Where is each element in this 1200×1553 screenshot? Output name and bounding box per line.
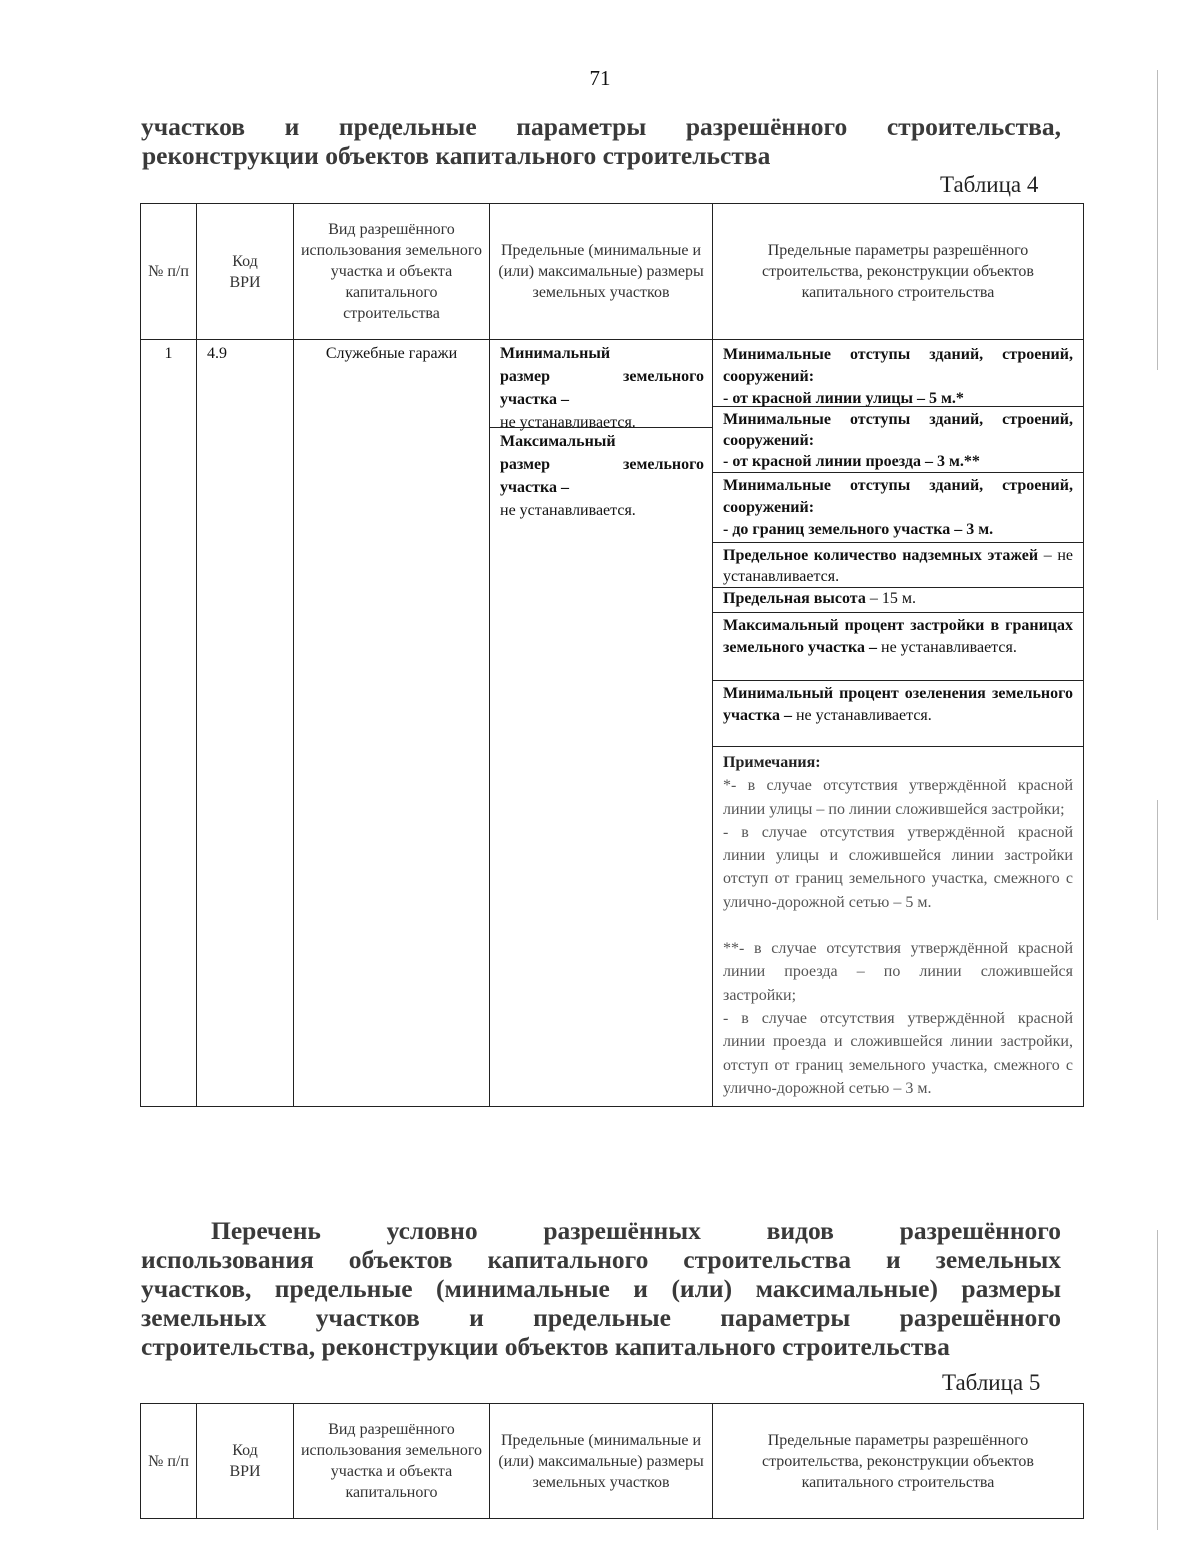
param-item: Минимальные отступы зданий, строений, сооружений: - до границ земельного участка – 3 м. xyxy=(713,473,1083,543)
param-item: Минимальные отступы зданий, строений, сооружений: - от красной линии проезда – 3 м.** xyxy=(713,407,1083,473)
heading-line: участков и предельные параметры разрешённого строительства, xyxy=(141,112,1061,141)
max-size-block xyxy=(490,428,712,524)
table-row xyxy=(141,340,1084,1107)
heading-line: использования объектов капитального строительства и земельных xyxy=(141,1245,1061,1274)
section-heading-2 xyxy=(141,1216,1061,1361)
parameters-table-4 xyxy=(140,203,1084,1107)
section-heading-1 xyxy=(141,112,1061,170)
heading-line: Перечень условно разрешённых видов разрешённого xyxy=(211,1216,1061,1245)
param-item: Минимальный процент озеленения земельного участка – не устанавливается. xyxy=(713,681,1083,747)
header-sizes: Предельные (минимальные и (или) максимальные) размеры земельных участков xyxy=(490,1404,713,1519)
header-use: Вид разрешённого использования земельного участка и объекта капитального строительства xyxy=(294,204,490,340)
heading-line: строительства, реконструкции объектов капитального строительства xyxy=(141,1332,950,1361)
row-params xyxy=(713,340,1084,1107)
row-use: Служебные гаражи xyxy=(294,340,490,1107)
note-paragraph: - в случае отсутствия утверждённой красной линии проезда и сложившейся линии застройки, отступ от границ земельного участка, смежного с улично-дорожной сетью – 3 м. xyxy=(723,1009,1073,1097)
min-size-block xyxy=(490,340,712,431)
min-size-title: участка – xyxy=(500,391,569,408)
max-size-title: Максимальный xyxy=(500,433,616,450)
row-code: 4.9 xyxy=(197,340,294,1107)
note-paragraph: **- в случае отсутствия утверждённой красной линии проезда – по линии сложившейся застройки; xyxy=(723,940,1073,1004)
page-number: 71 xyxy=(589,66,611,90)
param-item: Предельное количество надземных этажей – не устанавливается. xyxy=(713,543,1083,588)
notes-title: Примечания: xyxy=(723,754,821,771)
table-caption: Таблица 5 xyxy=(942,1370,1041,1395)
max-size-title: размер земельного xyxy=(500,456,704,473)
min-size-value: не устанавливается. xyxy=(500,414,636,431)
scan-edge-mark xyxy=(1157,800,1158,920)
param-item: Максимальный процент застройки в границах земельного участка – не устанавливается. xyxy=(713,613,1083,681)
note-paragraph: *- в случае отсутствия утверждённой красной линии улицы – по линии сложившейся застройки; xyxy=(723,777,1073,818)
row-sizes xyxy=(490,340,713,1107)
table-header-row xyxy=(141,204,1084,340)
min-size-title: Минимальный xyxy=(500,345,611,362)
header-sizes: Предельные (минимальные и (или) максимальные) размеры земельных участков xyxy=(490,204,713,340)
max-size-title: участка – xyxy=(500,479,569,496)
header-num: № п/п xyxy=(141,204,197,340)
table-header-row xyxy=(141,1404,1084,1519)
table-caption: Таблица 4 xyxy=(940,172,1039,197)
scan-edge-mark xyxy=(1157,1230,1158,1530)
row-num: 1 xyxy=(141,340,197,1107)
header-num: № п/п xyxy=(141,1404,197,1519)
header-params: Предельные параметры разрешённого строительства, реконструкции объектов капитального строительства xyxy=(713,204,1084,340)
min-size-title: размер земельного xyxy=(500,368,704,385)
heading-line: участков, предельные (минимальные и (или) максимальные) размеры xyxy=(141,1274,1061,1303)
heading-line: реконструкции объектов капитального строительства xyxy=(142,141,771,170)
max-size-value: не устанавливается. xyxy=(500,502,636,519)
header-params: Предельные параметры разрешённого строительства, реконструкции объектов капитального строительства xyxy=(713,1404,1084,1519)
param-item: Минимальные отступы зданий, строений, сооружений: - от красной линии улицы – 5 м.* xyxy=(713,340,1083,407)
parameters-table-5 xyxy=(140,1403,1084,1519)
scan-edge-mark xyxy=(1157,70,1158,370)
note-paragraph: - в случае отсутствия утверждённой красной линии улицы и сложившейся линии застройки отступ от границ земельного участка, смежного с улично-дорожной сетью – 5 м. xyxy=(723,823,1073,911)
param-item: Предельная высота – 15 м. xyxy=(713,588,1083,613)
heading-line: земельных участков и предельные параметры разрешённого xyxy=(141,1303,1061,1332)
notes-block xyxy=(713,747,1083,1106)
header-use: Вид разрешённого использования земельного участка и объекта капитального xyxy=(294,1404,490,1519)
header-code: Код ВРИ xyxy=(197,1404,294,1519)
header-code: Код ВРИ xyxy=(197,204,294,340)
